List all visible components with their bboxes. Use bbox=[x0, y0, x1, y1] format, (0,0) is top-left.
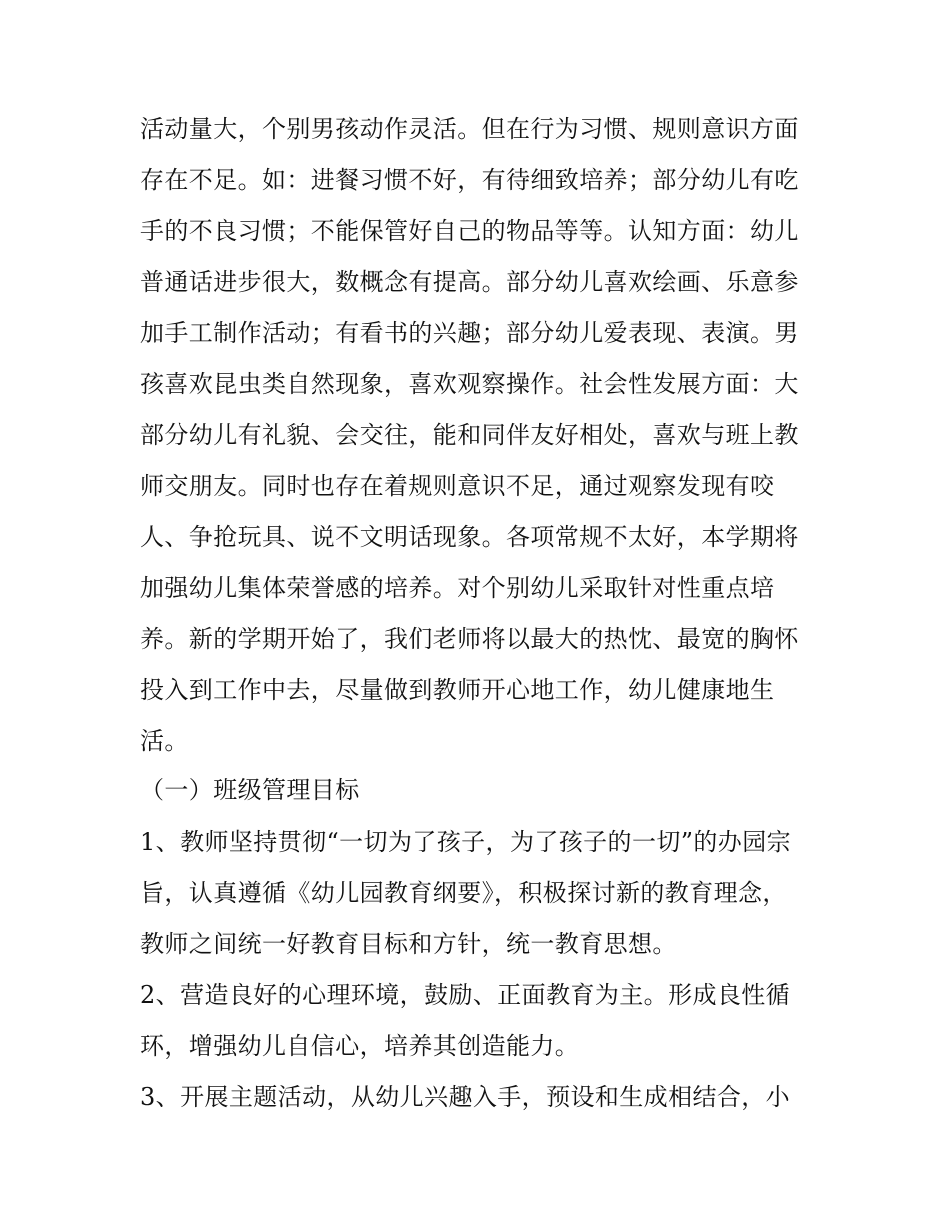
text-line: 加强幼儿集体荣誉感的培养。对个别幼儿采取针对性重点培 bbox=[140, 574, 775, 602]
text-line: 投入到工作中去，尽量做到教师开心地工作，幼儿健康地生 bbox=[140, 676, 775, 704]
text-line: 师交朋友。同时也存在着规则意识不足，通过观察发现有咬 bbox=[140, 472, 775, 500]
text-line: 存在不足。如：进餐习惯不好，有待细致培养；部分幼儿有吃 bbox=[140, 166, 799, 194]
text-line: 加手工制作活动；有看书的兴趣；部分幼儿爱表现、表演。男 bbox=[140, 319, 799, 347]
text-line: 养。新的学期开始了，我们老师将以最大的热忱、最宽的胸怀 bbox=[140, 625, 799, 653]
text-line: 教师之间统一好教育目标和方针，统一教育思想。 bbox=[140, 930, 677, 958]
text-line: 手的不良习惯；不能保管好自己的物品等等。认知方面：幼儿 bbox=[140, 217, 799, 245]
text-line: 孩喜欢昆虫类自然现象，喜欢观察操作。社会性发展方面：大 bbox=[140, 370, 799, 398]
text-line: 1、教师坚持贯彻“一切为了孩子，为了孩子的一切”的办园宗 bbox=[140, 828, 792, 856]
text-line: 普通话进步很大，数概念有提高。部分幼儿喜欢绘画、乐意参 bbox=[140, 268, 799, 296]
text-line: 活动量大，个别男孩动作灵活。但在行为习惯、规则意识方面 bbox=[140, 115, 799, 143]
section-heading: （一）班级管理目标 bbox=[140, 776, 360, 804]
text-line: 2、营造良好的心理环境，鼓励、正面教育为主。形成良性循 bbox=[140, 981, 791, 1009]
text-line: 旨，认真遵循《幼儿园教育纲要》，积极探讨新的教育理念， bbox=[140, 879, 787, 907]
text-line: 活。 bbox=[140, 727, 189, 755]
text-line: 部分幼儿有礼貌、会交往，能和同伴友好相处，喜欢与班上教 bbox=[140, 421, 799, 449]
text-line: 人、争抢玩具、说不文明话现象。各项常规不太好，本学期将 bbox=[140, 523, 799, 551]
text-line: 3、开展主题活动，从幼儿兴趣入手，预设和生成相结合，小 bbox=[140, 1083, 791, 1111]
text-line: 环，增强幼儿自信心，培养其创造能力。 bbox=[140, 1032, 580, 1060]
